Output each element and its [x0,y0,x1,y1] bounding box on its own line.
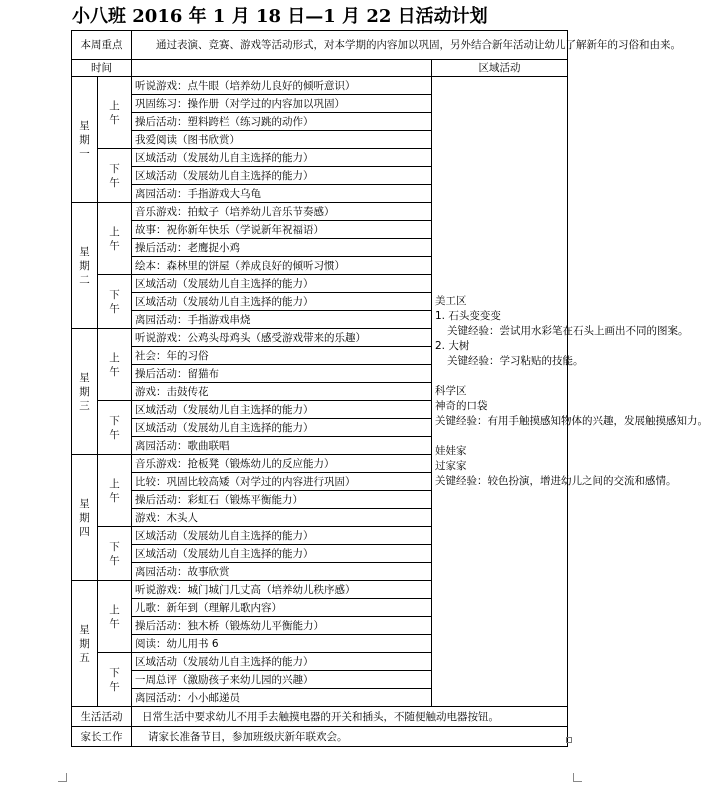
morning-label: 上 午 [98,455,132,527]
morning-activity: 听说游戏：公鸡头母鸡头（感受游戏带来的乐趣） [132,329,432,347]
region-area-name: 美工区 [435,295,467,307]
afternoon-activity: 区域活动（发展幼儿自主选择的能力） [132,167,432,185]
afternoon-label: 下 午 [98,275,132,329]
afternoon-label: 下 午 [98,527,132,581]
morning-activity: 绘本：森林里的饼屋（养成良好的倾听习惯） [132,257,432,275]
day-label: 星 期 一 [72,77,98,203]
header-row [72,60,568,77]
table-resize-handle[interactable] [566,737,572,743]
focus-label: 本周重点 [72,31,132,60]
morning-activity: 音乐游戏：抢板凳（锻炼幼儿的反应能力） [132,455,432,473]
morning-activity: 游戏：木头人 [132,509,432,527]
life-row [72,707,568,727]
morning-activity: 音乐游戏：拍蚊子（培养幼儿音乐节奏感） [132,203,432,221]
page-corner-mark [58,773,67,782]
region-item: 关键经验：较色扮演，增进幼儿之间的交流和感情。 [435,475,677,487]
region-item: 关键经验：学习粘贴的技能。 [447,355,584,367]
morning-activity: 听说游戏：城门城门几丈高（培养幼儿秩序感） [132,581,432,599]
morning-activity: 操后活动：老鹰捉小鸡 [132,239,432,257]
region-item: 2. 大树 [435,340,470,352]
afternoon-label: 下 午 [98,401,132,455]
afternoon-activity: 离园活动：歌曲联唱 [132,437,432,455]
morning-activity: 操后活动：彩虹石（锻炼平衡能力） [132,491,432,509]
page-corner-mark [573,773,582,782]
morning-activity: 社会：年的习俗 [132,347,432,365]
time-header: 时间 [72,60,132,77]
afternoon-activity: 区域活动（发展幼儿自主选择的能力） [132,653,432,671]
day-label: 星 期 五 [72,581,98,707]
afternoon-activity: 区域活动（发展幼儿自主选择的能力） [132,275,432,293]
morning-activity: 游戏：击鼓传花 [132,383,432,401]
morning-activity: 操后活动：塑料跨栏（练习跳的动作） [132,113,432,131]
afternoon-activity: 离园活动：手指游戏串烧 [132,311,432,329]
life-text: 日常生活中要求幼儿不用手去触摸电器的开关和插头，不随便触动电器按钮。 [132,707,568,727]
region-area-name: 科学区 [435,385,467,397]
morning-activity: 听说游戏：点牛眼（培养幼儿良好的倾听意识） [132,77,432,95]
parents-label: 家长工作 [72,727,132,747]
morning-activity: 我爱阅读（图书欣赏） [132,131,432,149]
afternoon-activity: 离园活动：故事欣赏 [132,563,432,581]
morning-activity: 操后活动：独木桥（锻炼幼儿平衡能力） [132,617,432,635]
afternoon-label: 下 午 [98,149,132,203]
afternoon-activity: 区域活动（发展幼儿自主选择的能力） [132,401,432,419]
morning-activity: 比较：巩固比较高矮（对学过的内容进行巩固） [132,473,432,491]
life-label: 生活活动 [72,707,132,727]
morning-label: 上 午 [98,77,132,149]
afternoon-activity: 一周总评（激励孩子来幼儿园的兴趣） [132,671,432,689]
afternoon-label: 下 午 [98,653,132,707]
region-item: 神奇的口袋 [435,400,488,412]
region-activities [432,77,708,707]
region-item: 过家家 [435,460,467,472]
afternoon-activity: 离园活动：手指游戏大乌龟 [132,185,432,203]
morning-activity: 儿歌：新年到（理解儿歌内容） [132,599,432,617]
activity-row [72,77,568,95]
region-item: 1. 石头变变变 [435,310,501,322]
header-spacer [132,60,432,77]
morning-activity: 巩固练习：操作册（对学过的内容加以巩固） [132,95,432,113]
activity-plan-table [71,30,708,747]
focus-text: 通过表演、竞赛、游戏等活动形式，对本学期的内容加以巩固，另外结合新年活动让幼儿了解新年的习俗和由来。 [132,31,568,60]
morning-label: 上 午 [98,329,132,401]
morning-label: 上 午 [98,203,132,275]
region-item: 关键经验：有用手触摸感知物体的兴趣，发展触摸感知力。 [435,415,708,427]
page-title: 小八班 2016 年 1 月 18 日—1 月 22 日活动计划 [72,6,488,27]
region-area-name: 娃娃家 [435,445,467,457]
morning-activity: 故事：祝你新年快乐（学说新年祝福语） [132,221,432,239]
day-label: 星 期 三 [72,329,98,455]
afternoon-activity: 区域活动（发展幼儿自主选择的能力） [132,149,432,167]
afternoon-activity: 区域活动（发展幼儿自主选择的能力） [132,419,432,437]
region-header: 区域活动 [432,60,568,77]
afternoon-activity: 区域活动（发展幼儿自主选择的能力） [132,545,432,563]
morning-activity: 阅读：幼儿用书 6 [132,635,432,653]
region-gap [435,429,564,444]
afternoon-activity: 区域活动（发展幼儿自主选择的能力） [132,293,432,311]
day-label: 星 期 二 [72,203,98,329]
region-item: 关键经验：尝试用水彩笔在石头上画出不同的图案。 [447,325,689,337]
afternoon-activity: 离园活动：小小邮递员 [132,689,432,707]
afternoon-activity: 区域活动（发展幼儿自主选择的能力） [132,527,432,545]
parents-text: 请家长准备节目，参加班级庆新年联欢会。 [132,727,568,747]
focus-row [72,31,568,60]
parents-row [72,727,568,747]
morning-activity: 操后活动：留猫布 [132,365,432,383]
day-label: 星 期 四 [72,455,98,581]
region-gap [435,369,564,384]
morning-label: 上 午 [98,581,132,653]
